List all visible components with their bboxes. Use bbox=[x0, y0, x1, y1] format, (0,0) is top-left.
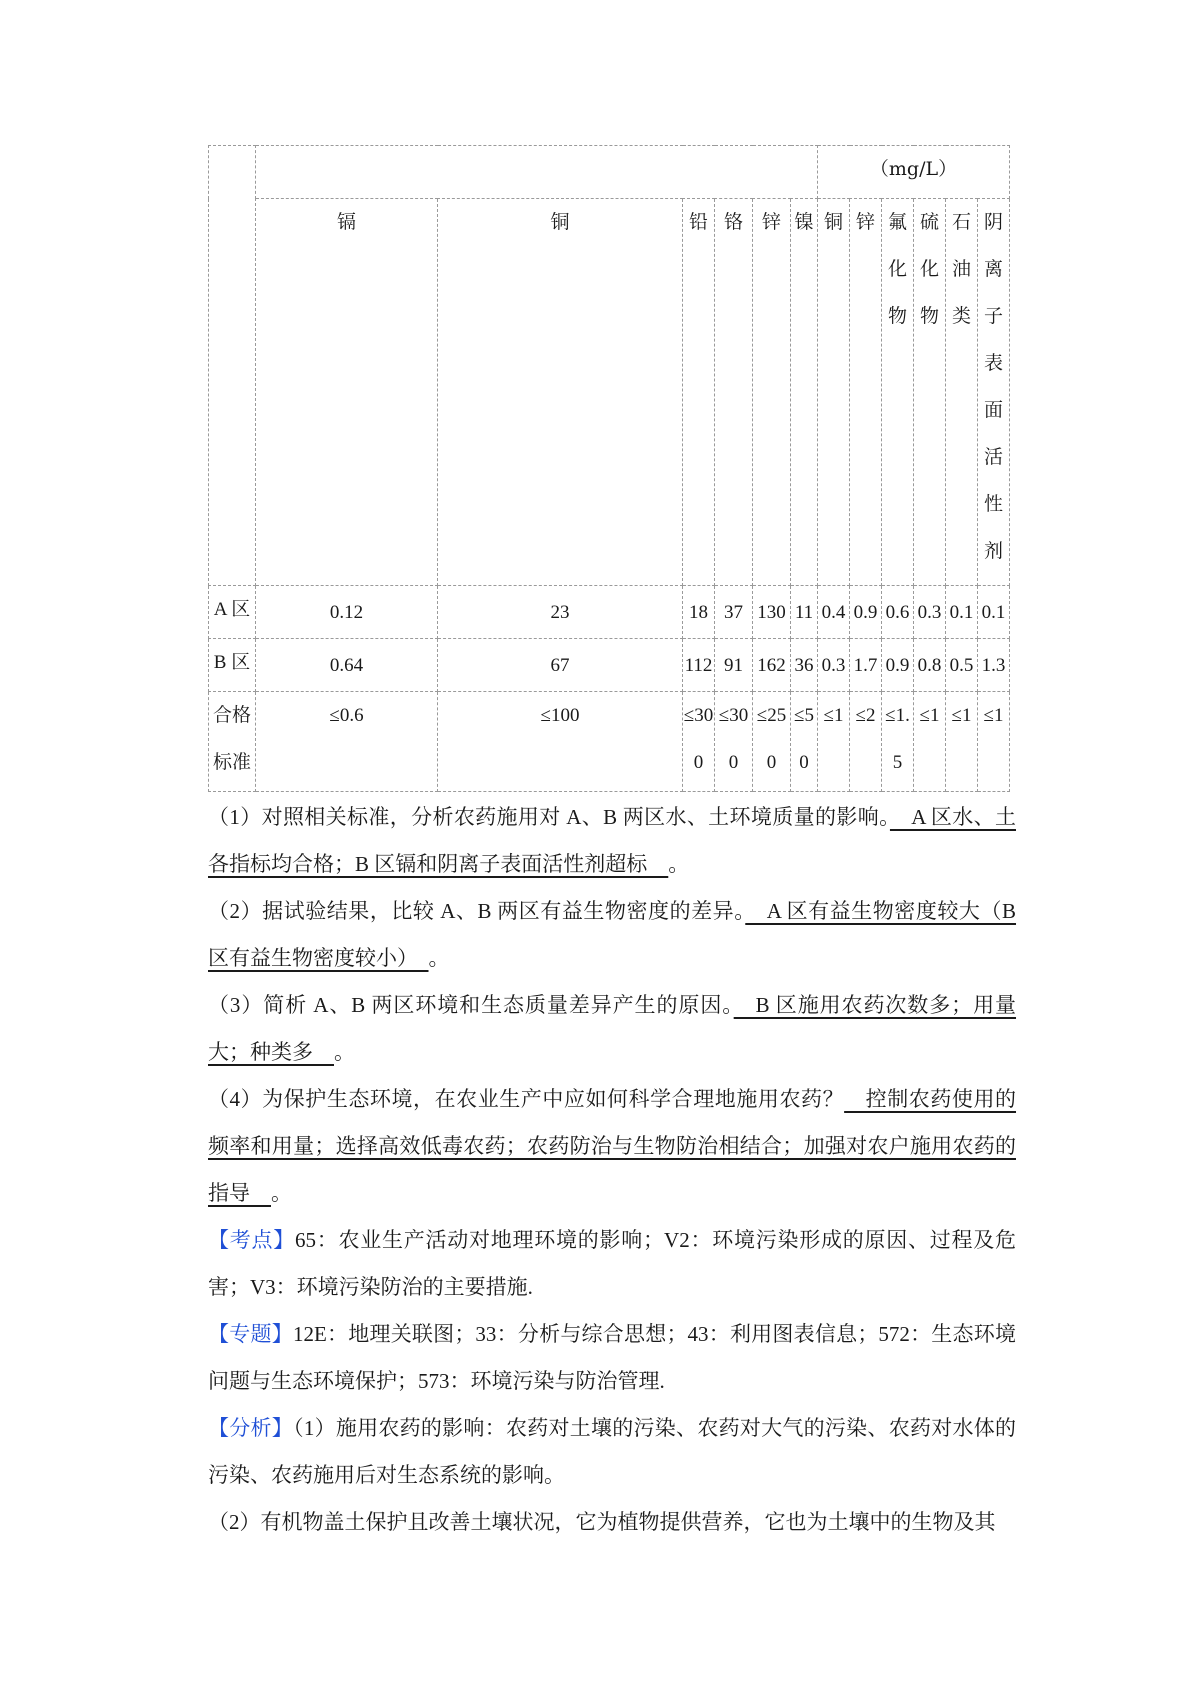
question-2: （2）据试验结果，比较 A、B 两区有益生物密度的差异。 A 区有益生物密度较大（B 区有益生物密度较小） 。 bbox=[208, 899, 1017, 970]
value-cell: 1.7 bbox=[850, 639, 882, 692]
value-cell: 0.8 bbox=[914, 639, 946, 692]
header-cell: 铜 bbox=[438, 199, 683, 586]
standard-row bbox=[209, 692, 1010, 792]
value-cell: 0.1 bbox=[946, 586, 978, 639]
standard-cell: ≤1 bbox=[978, 692, 1010, 792]
note-tag: 【分析】 bbox=[208, 1416, 294, 1440]
soil-group-header bbox=[256, 146, 818, 199]
trailing-paragraph: （2）有机物盖土保护且改善土壤状况，它为植物提供营养，它也为土壤中的生物及其 bbox=[208, 1510, 996, 1534]
question-1: （1）对照相关标准，分析农药施用对 A、B 两区水、土环境质量的影响。 A 区水、土各指标均合格；B 区镉和阴离子表面活性剂超标 。 bbox=[208, 805, 1016, 876]
header-cell: 镉 bbox=[256, 199, 438, 586]
header-cell: 铅 bbox=[683, 199, 715, 586]
row-label: A 区 bbox=[209, 586, 256, 639]
question-3: （3）简析 A、B 两区环境和生态质量差异产生的原因。 B 区施用农药次数多；用量大；种类多 。 bbox=[208, 993, 1017, 1064]
header-cell: 锌 bbox=[753, 199, 791, 586]
value-cell: 0.9 bbox=[882, 639, 914, 692]
note-fenxi: 【分析】（1）施用农药的影响：农药对土壤的污染、农药对大气的污染、农药对水体的污染、农药施用后对生态系统的影响。 bbox=[208, 1416, 1017, 1487]
value-cell: 162 bbox=[753, 639, 791, 692]
header-row bbox=[209, 199, 1010, 586]
value-cell: 0.6 bbox=[882, 586, 914, 639]
answer-3: B 区施用农药次数多；用量大；种类多 bbox=[208, 993, 1017, 1064]
row-label: B 区 bbox=[209, 639, 256, 692]
answer-1: A 区水、土各指标均合格；B 区镉和阴离子表面活性剂超标 bbox=[208, 805, 1016, 876]
value-cell: 23 bbox=[438, 586, 683, 639]
header-cell: 铬 bbox=[715, 199, 753, 586]
header-cell: 石油类 bbox=[946, 199, 978, 586]
standard-cell: ≤1.5 bbox=[882, 692, 914, 792]
note-kaodian: 【考点】65：农业生产活动对地理环境的影响；V2：环境污染形成的原因、过程及危害；V3：环境污染防治的主要措施. bbox=[208, 1228, 1016, 1299]
standard-cell: ≤1 bbox=[946, 692, 978, 792]
standard-cell: ≤100 bbox=[438, 692, 683, 792]
value-cell: 0.3 bbox=[818, 639, 850, 692]
header-cell: 镍 bbox=[791, 199, 818, 586]
note-zhuanti: 【专题】12E：地理关联图；33：分析与综合思想；43：利用图表信息；572：生态环境问题与生态环境保护；573：环境污染与防治管理. bbox=[208, 1322, 1017, 1393]
value-cell: 1.3 bbox=[978, 639, 1010, 692]
value-cell: 0.9 bbox=[850, 586, 882, 639]
value-cell: 18 bbox=[683, 586, 715, 639]
answer-4: 控制农药使用的频率和用量；选择高效低毒农药；农药防治与生物防治相结合；加强对农户施用农药的指导 bbox=[208, 1087, 1017, 1205]
answer-2: A 区有益生物密度较大（B 区有益生物密度较小） bbox=[208, 899, 1017, 970]
value-cell: 0.3 bbox=[914, 586, 946, 639]
value-cell: 11 bbox=[791, 586, 818, 639]
question-4: （4）为保护生态环境，在农业生产中应如何科学合理地施用农药？ 控制农药使用的频率和用量；选择高效低毒农药；农药防治与生物防治相结合；加强对农户施用农药的指导 。 bbox=[208, 1087, 1017, 1205]
value-cell: 37 bbox=[715, 586, 753, 639]
value-cell: 0.1 bbox=[978, 586, 1010, 639]
standard-cell: ≤1 bbox=[914, 692, 946, 792]
value-cell: 130 bbox=[753, 586, 791, 639]
value-cell: 0.5 bbox=[946, 639, 978, 692]
standard-cell: ≤250 bbox=[753, 692, 791, 792]
value-cell: 0.64 bbox=[256, 639, 438, 692]
unit-label: （mg/L） bbox=[818, 146, 1010, 199]
standard-cell: ≤1 bbox=[818, 692, 850, 792]
value-cell: 0.4 bbox=[818, 586, 850, 639]
table-row bbox=[209, 586, 1010, 639]
header-cell: 氟化物 bbox=[882, 199, 914, 586]
value-cell: 36 bbox=[791, 639, 818, 692]
value-cell: 91 bbox=[715, 639, 753, 692]
standard-cell: ≤2 bbox=[850, 692, 882, 792]
note-tag: 【考点】 bbox=[208, 1228, 296, 1252]
value-cell: 67 bbox=[438, 639, 683, 692]
standard-cell: ≤0.6 bbox=[256, 692, 438, 792]
header-cell: 铜 bbox=[818, 199, 850, 586]
value-cell: 0.12 bbox=[256, 586, 438, 639]
header-cell: 硫化物 bbox=[914, 199, 946, 586]
value-cell: 112 bbox=[683, 639, 715, 692]
standard-cell: ≤300 bbox=[683, 692, 715, 792]
table-row bbox=[209, 639, 1010, 692]
question-section bbox=[208, 794, 1016, 1546]
header-cell: 锌 bbox=[850, 199, 882, 586]
corner-cell bbox=[209, 146, 256, 586]
header-cell: 阴离子表面活性剂 bbox=[978, 199, 1010, 586]
standard-cell: ≤50 bbox=[791, 692, 818, 792]
note-tag: 【专题】 bbox=[208, 1322, 293, 1346]
standard-cell: ≤300 bbox=[715, 692, 753, 792]
pollution-data-table bbox=[208, 145, 1010, 792]
row-label: 合格标准 bbox=[209, 692, 256, 792]
